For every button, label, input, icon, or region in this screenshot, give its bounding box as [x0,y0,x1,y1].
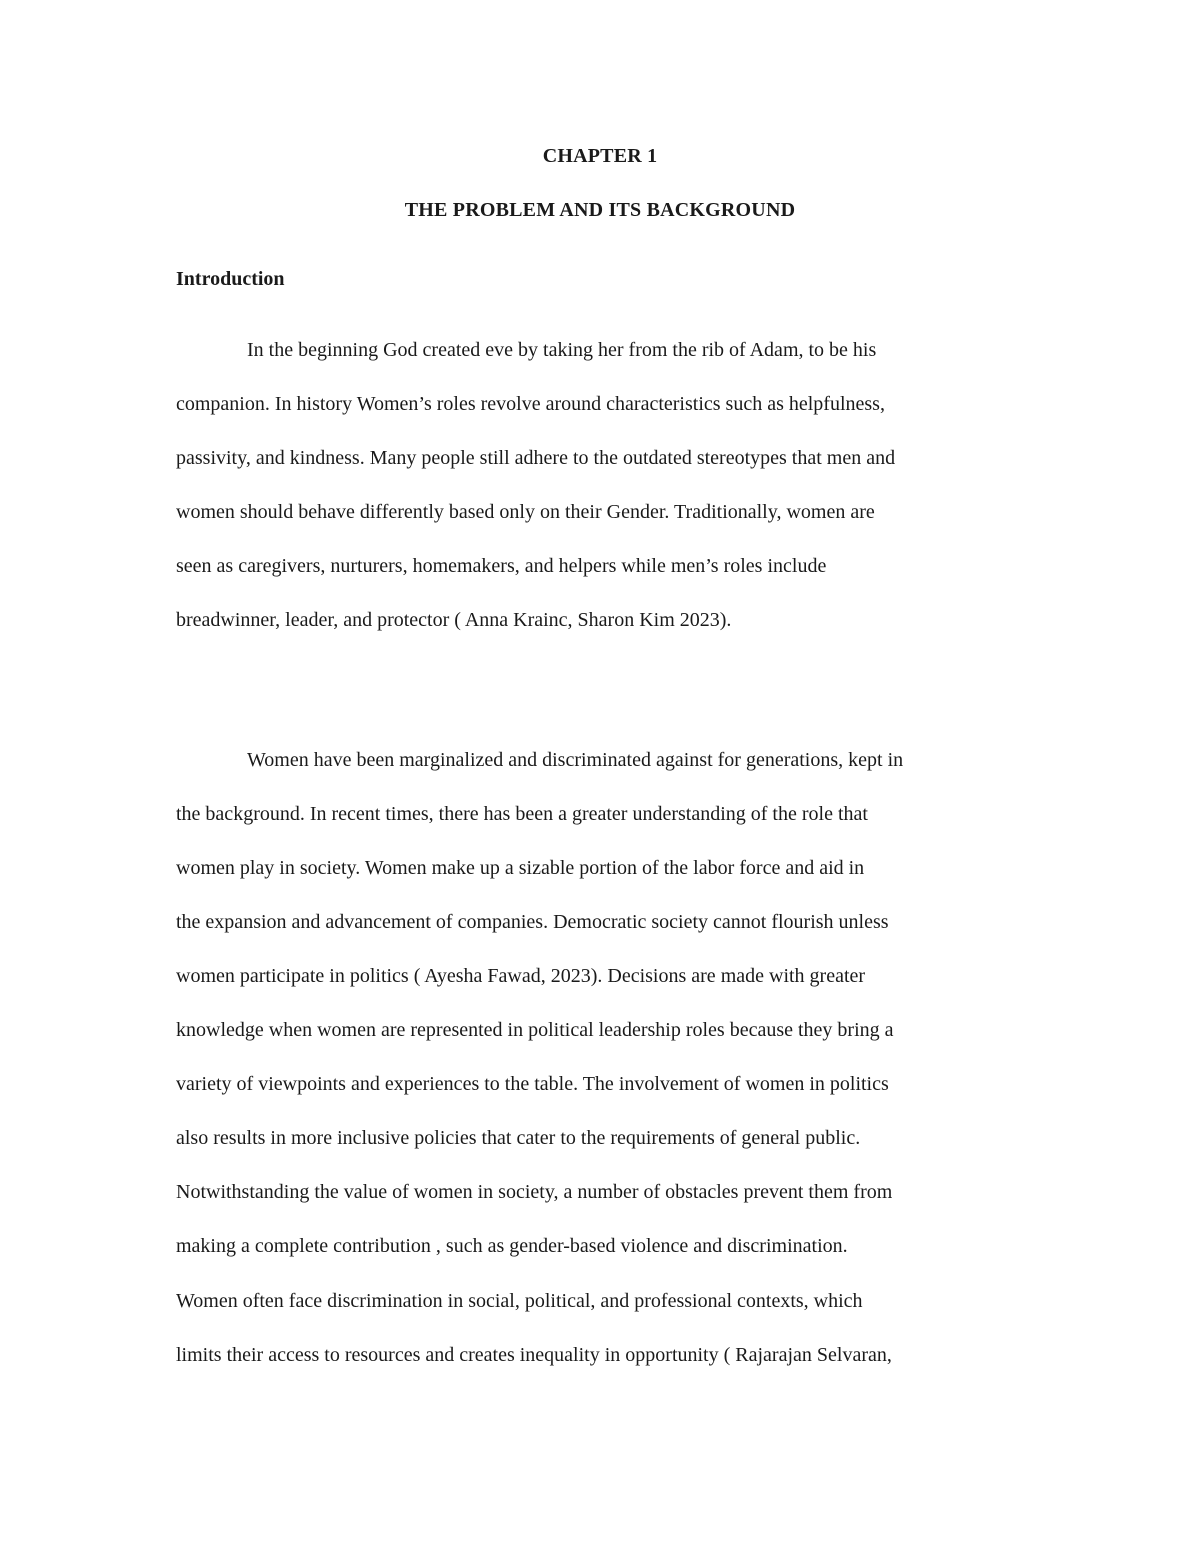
paragraph-line: breadwinner, leader, and protector ( Anna Krainc, Sharon Kim 2023). [176,609,732,631]
paragraph-line: In the beginning God created eve by taking her from the rib of Adam, to be his [247,339,877,361]
paragraph-line: limits their access to resources and creates inequality in opportunity ( Rajarajan Selvaran, [176,1344,892,1366]
paragraph-line: the background. In recent times, there has been a greater understanding of the role that [176,803,868,825]
paragraph-line: the expansion and advancement of companies. Democratic society cannot flourish unless [176,911,889,933]
paragraph-line: women should behave differently based only on their Gender. Traditionally, women are [176,501,875,523]
paragraph-line: also results in more inclusive policies that cater to the requirements of general public. [176,1127,861,1149]
paragraph-line: companion. In history Women’s roles revolve around characteristics such as helpfulness, [176,393,885,415]
paragraph-line: seen as caregivers, nurturers, homemakers, and helpers while men’s roles include [176,555,827,577]
introduction-heading: Introduction [176,268,285,290]
paragraph-line: passivity, and kindness. Many people still adhere to the outdated stereotypes that men and [176,447,896,469]
paragraph-line: variety of viewpoints and experiences to the table. The involvement of women in politics [176,1073,889,1095]
paragraph-line: Notwithstanding the value of women in society, a number of obstacles prevent them from [176,1181,893,1203]
paragraph-line: women participate in politics ( Ayesha Fawad, 2023). Decisions are made with greater [176,965,866,987]
paragraph-line: women play in society. Women make up a sizable portion of the labor force and aid in [176,857,865,879]
section-heading: THE PROBLEM AND ITS BACKGROUND [404,199,796,221]
paragraph-line: Women have been marginalized and discriminated against for generations, kept in [247,749,904,771]
chapter-heading: CHAPTER 1 [542,145,658,167]
paragraph-line: making a complete contribution , such as gender-based violence and discrimination. [176,1235,848,1257]
paragraph-line: knowledge when women are represented in political leadership roles because they bring a [176,1019,894,1041]
paragraph-line: Women often face discrimination in social, political, and professional contexts, which [176,1290,863,1312]
